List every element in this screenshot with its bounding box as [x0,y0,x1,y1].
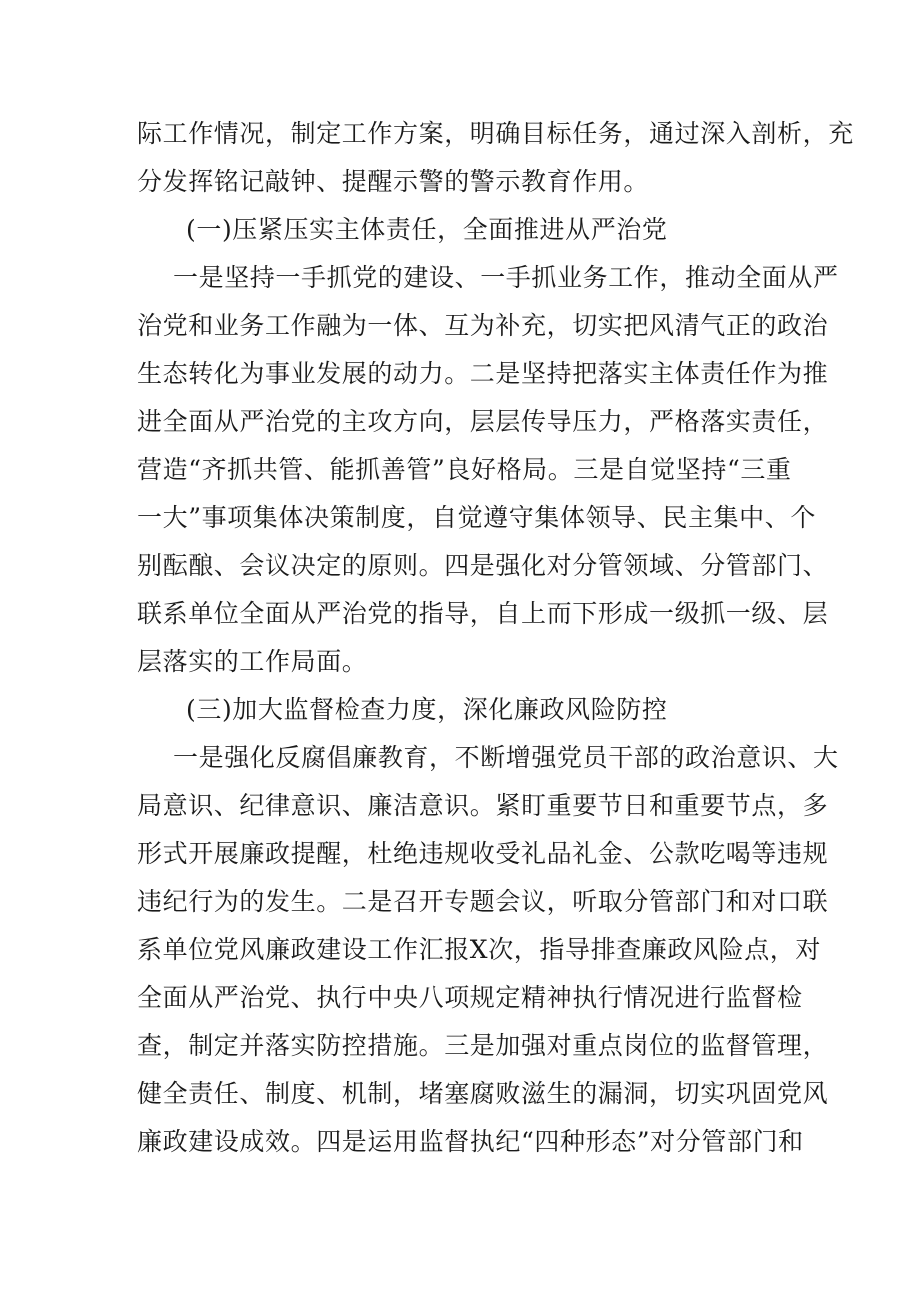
body-text-line: 局意识、纪律意识、廉洁意识。紧盯重要节日和重要节点，多 [137,791,829,820]
body-text-line: 一大”事项集体决策制度，自觉遵守集体领导、民主集中、个 [137,503,816,532]
body-text-line: 形式开展廉政提醒，杜绝违规收受礼品礼金、公款吃喝等违规 [137,839,829,868]
body-text-line: 分发挥铭记敲钟、提醒示警的警示教育作用。 [137,167,650,196]
section-heading: (一)压紧压实主体责任，全面推进从严治党 [186,215,668,244]
body-text-line: 违纪行为的发生。二是召开专题会议，听取分管部门和对口联 [137,887,829,916]
body-text-line: 全面从严治党、执行中央八项规定精神执行情况进行监督检 [137,983,803,1012]
body-text-line: 层落实的工作局面。 [137,647,368,676]
body-text-line: 查，制定并落实防控措施。三是加强对重点岗位的监督管理， [137,1031,829,1060]
body-text-line: 系单位党风廉政建设工作汇报X次，指导排查廉政风险点，对 [137,935,821,964]
body-text-line: 联系单位全面从严治党的指导，自上而下形成一级抓一级、层 [137,599,829,628]
body-text-line: 进全面从严治党的主攻方向，层层传导压力，严格落实责任， [137,407,829,436]
body-text-line: 营造“齐抓共管、能抓善管”良好格局。三是自觉坚持“三重 [137,455,792,484]
body-text-line: 一是坚持一手抓党的建设、一手抓业务工作，推动全面从严 [173,263,839,292]
body-text-line: 健全责任、制度、机制，堵塞腐败滋生的漏洞，切实巩固党风 [137,1079,829,1108]
body-text-line: 治党和业务工作融为一体、互为补充，切实把风清气正的政治 [137,311,829,340]
section-heading: (三)加大监督检查力度，深化廉政风险防控 [186,695,668,724]
body-text-line: 际工作情况，制定工作方案，明确目标任务，通过深入剖析，充 [137,119,854,148]
body-text-line: 生态转化为事业发展的动力。二是坚持把落实主体责任作为推 [137,359,829,388]
body-text-line: 一是强化反腐倡廉教育，不断增强党员干部的政治意识、大 [173,743,839,772]
body-text-line: 别酝酿、会议决定的原则。四是强化对分管领域、分管部门、 [137,551,829,580]
body-text-line: 廉政建设成效。四是运用监督执纪“四种形态”对分管部门和 [137,1127,804,1156]
